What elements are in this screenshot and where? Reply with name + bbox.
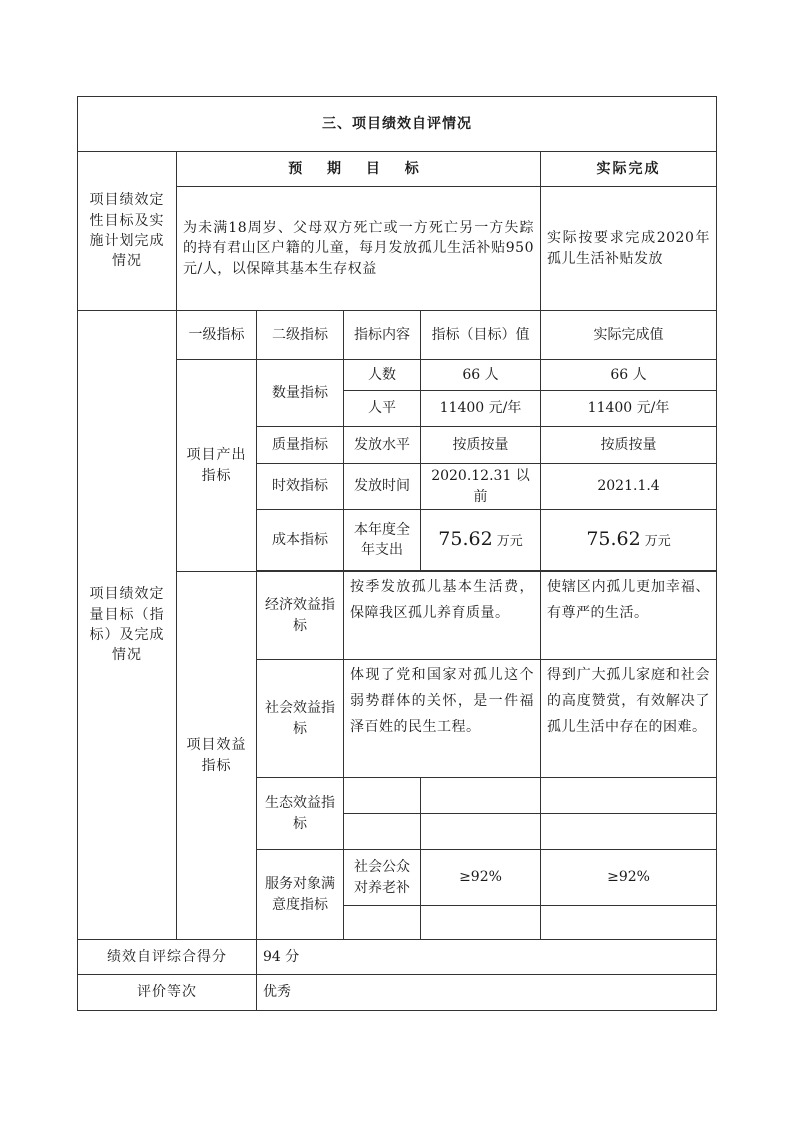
cost-actual-unit: 万元 — [644, 534, 671, 550]
ecological-content-2 — [344, 814, 421, 850]
performance-table — [77, 96, 717, 1011]
grade-label: 评价等次 — [78, 975, 257, 1011]
grade-value: 优秀 — [257, 975, 717, 1011]
satisfaction-content-2 — [344, 906, 421, 940]
qualitative-label: 项目绩效定性目标及实施计划完成情况 — [78, 152, 177, 311]
quality-target: 按质按量 — [421, 427, 541, 464]
satisfaction-actual: ≥92% — [541, 850, 717, 906]
qualitative-actual: 实际按要求完成2020年孤儿生活补贴发放 — [541, 187, 717, 311]
quantity-target-2: 11400 元/年 — [421, 391, 541, 427]
quantity-actual-1: 66 人 — [541, 360, 717, 391]
quantitative-label: 项目绩效定量目标（指标）及完成情况 — [78, 311, 177, 940]
economic-target: 按季发放孤儿基本生活费，保障我区孤儿养育质量。 — [344, 572, 541, 660]
col-target-header: 指标（目标）值 — [421, 311, 541, 360]
performance-self-evaluation-page — [77, 96, 716, 1007]
col-content-header: 指标内容 — [344, 311, 421, 360]
quantity-content-1: 人数 — [344, 360, 421, 391]
benefit-indicator-label: 项目效益指标 — [177, 572, 257, 940]
social-actual: 得到广大孤儿家庭和社会的高度赞赏，有效解决了孤儿生活中存在的困难。 — [541, 660, 717, 778]
cost-actual-value: 75.62 — [586, 528, 641, 551]
score-label: 绩效自评综合得分 — [78, 940, 257, 975]
economic-indicator-label: 经济效益指标 — [257, 572, 344, 660]
ecological-indicator-label: 生态效益指标 — [257, 778, 344, 850]
quality-content: 发放水平 — [344, 427, 421, 464]
cost-indicator-label: 成本指标 — [257, 510, 344, 571]
ecological-target-1 — [421, 778, 541, 814]
col-level2-header: 二级指标 — [257, 311, 344, 360]
col-level1-header: 一级指标 — [177, 311, 257, 360]
ecological-actual-1 — [541, 778, 717, 814]
ecological-actual-2 — [541, 814, 717, 850]
section-title: 三、项目绩效自评情况 — [78, 97, 717, 152]
timeliness-target: 2020.12.31 以前 — [421, 464, 541, 510]
col-actual-header: 实际完成值 — [541, 311, 717, 360]
actual-completion-header: 实际完成 — [541, 152, 717, 187]
quantity-actual-2: 11400 元/年 — [541, 391, 717, 427]
satisfaction-target-2 — [421, 906, 541, 940]
quality-actual: 按质按量 — [541, 427, 717, 464]
quantity-target-1: 66 人 — [421, 360, 541, 391]
social-indicator-label: 社会效益指标 — [257, 660, 344, 778]
social-target: 体现了党和国家对孤儿这个弱势群体的关怀，是一件福泽百姓的民生工程。 — [344, 660, 541, 778]
score-value: 94 分 — [257, 940, 717, 975]
cost-target — [421, 510, 541, 571]
economic-actual: 使辖区内孤儿更加幸福、有尊严的生活。 — [541, 572, 717, 660]
output-indicator-label: 项目产出指标 — [177, 360, 257, 572]
quality-indicator-label: 质量指标 — [257, 427, 344, 464]
satisfaction-actual-2 — [541, 906, 717, 940]
cost-target-value: 75.62 — [438, 528, 493, 551]
cost-content: 本年度全年支出 — [344, 510, 421, 571]
qualitative-expected: 为未满18周岁、父母双方死亡或一方死亡另一方失踪的持有君山区户籍的儿童，每月发放孤儿生活补贴950元/人，以保障其基本生存权益 — [177, 187, 541, 311]
satisfaction-content: 社会公众对养老补 — [344, 850, 421, 906]
quantity-indicator-label: 数量指标 — [257, 360, 344, 427]
satisfaction-indicator-label: 服务对象满意度指标 — [257, 850, 344, 940]
timeliness-content: 发放时间 — [344, 464, 421, 510]
expected-goal-header: 预 期 目 标 — [177, 152, 541, 187]
ecological-content-1 — [344, 778, 421, 814]
timeliness-actual: 2021.1.4 — [541, 464, 717, 510]
cost-target-unit: 万元 — [496, 534, 523, 550]
ecological-target-2 — [421, 814, 541, 850]
satisfaction-target: ≥92% — [421, 850, 541, 906]
cost-actual — [541, 510, 717, 571]
quantity-content-2: 人平 — [344, 391, 421, 427]
timeliness-indicator-label: 时效指标 — [257, 464, 344, 510]
